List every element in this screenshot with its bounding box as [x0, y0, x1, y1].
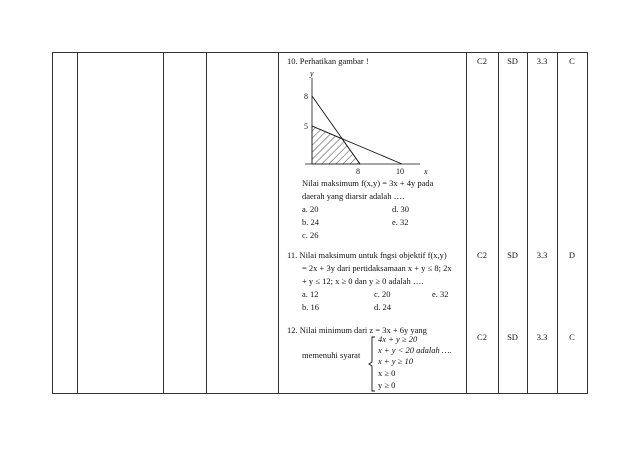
q12-condition-3: x + y ≥ 10	[378, 356, 413, 366]
q11-indicator: 3.3	[536, 250, 548, 260]
q10-option-b: b. 24	[302, 217, 319, 227]
q10-option-e: e. 32	[392, 217, 409, 227]
q12-condition-4: x ≥ 0	[378, 368, 396, 378]
table-bottom-border	[52, 393, 587, 394]
col-border-5	[466, 52, 467, 394]
col-border-8	[557, 52, 558, 394]
y-tick-8: 8	[304, 92, 308, 101]
q11-key: D	[568, 250, 576, 260]
x-tick-8: 8	[356, 167, 360, 176]
col-border-4	[278, 52, 279, 394]
q11-option-c: c. 20	[374, 289, 391, 299]
x-axis-label: x	[424, 167, 428, 176]
q12-line2: memenuhi syarat	[302, 350, 361, 360]
q11-option-d: d. 24	[374, 302, 391, 312]
table-top-border	[52, 52, 587, 53]
col-border-1	[77, 52, 78, 394]
q11-line2: = 2x + 3y dari pertidaksamaan x + y ≤ 8; 2x	[302, 263, 452, 273]
q12-condition-2: x + y < 20 adalah ….	[378, 345, 452, 355]
q11-level: C2	[477, 250, 487, 260]
q10-difficulty: SD	[507, 56, 518, 66]
q10-option-a: a. 20	[302, 204, 319, 214]
col-border-3	[206, 52, 207, 394]
col-border-0	[52, 52, 53, 394]
q10-option-c: c. 26	[302, 230, 319, 240]
col-border-7	[527, 52, 528, 394]
q10-title: 10. Perhatikan gambar !	[287, 56, 369, 66]
q10-indicator: 3.3	[536, 56, 548, 66]
q11-difficulty: SD	[507, 250, 518, 260]
q11-option-a: a. 12	[302, 289, 319, 299]
q12-indicator: 3.3	[536, 332, 548, 342]
y-tick-5: 5	[304, 122, 308, 131]
q11-line1: 11. Nilai maksimum untuk fngsi objektif f(x,y)	[287, 250, 447, 260]
q11-option-e: e. 32	[432, 289, 449, 299]
x-tick-10: 10	[396, 167, 404, 176]
shaded-region	[312, 126, 360, 164]
q12-key: C	[569, 332, 575, 342]
q12-line1: 12. Nilai minimum dari z = 3x + 6y yang	[287, 325, 427, 335]
q10-level: C2	[477, 56, 487, 66]
q12-difficulty: SD	[507, 332, 518, 342]
q12-condition-5: y ≥ 0	[378, 380, 396, 390]
q10-text-line1: Nilai maksimum f(x,y) = 3x + 4y pada	[302, 178, 434, 188]
col-border-6	[498, 52, 499, 394]
q12-level: C2	[477, 332, 487, 342]
q11-line3: + y ≤ 12; x ≥ 0 dan y ≥ 0 adalah ….	[302, 276, 424, 286]
y-axis-label: y	[310, 69, 314, 78]
system-brace	[368, 336, 378, 392]
q10-key: C	[569, 56, 575, 66]
q10-option-d: d. 30	[392, 204, 409, 214]
q11-option-b: b. 16	[302, 302, 319, 312]
col-border-2	[163, 52, 164, 394]
q12-condition-1: 4x + y ≥ 20	[378, 334, 418, 344]
col-border-9	[587, 52, 588, 394]
q10-text-line2: daerah yang diarsir adalah ….	[302, 191, 405, 201]
q10-graph	[290, 68, 430, 194]
